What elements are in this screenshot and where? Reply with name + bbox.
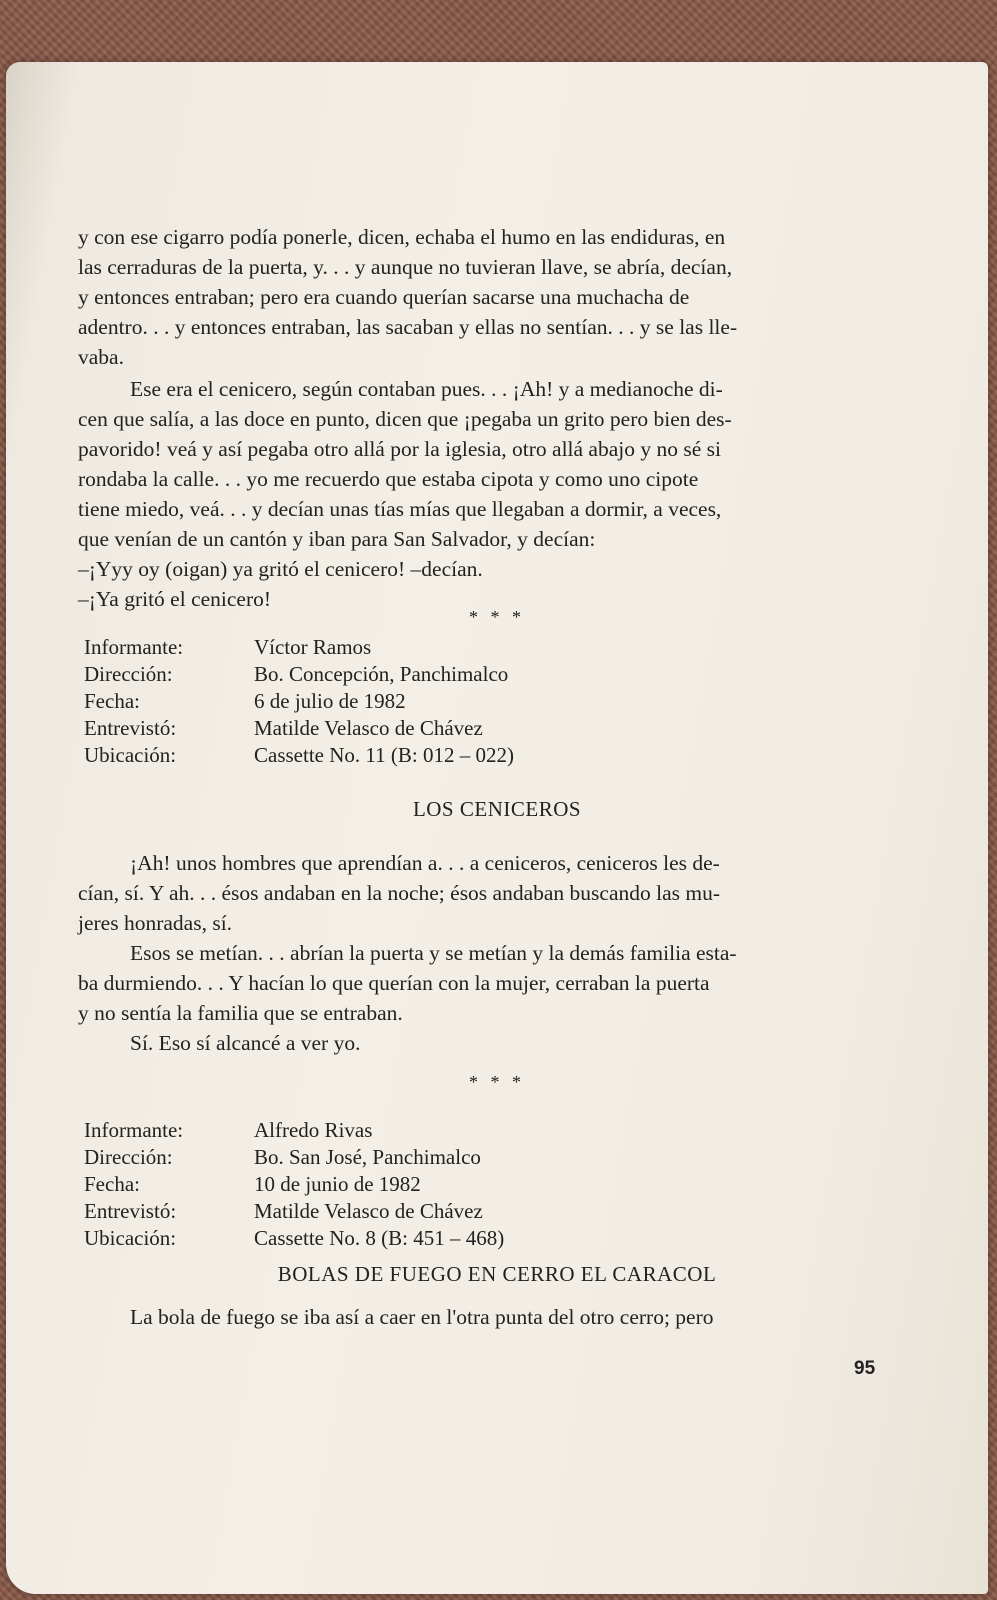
info-row-direccion — [84, 1144, 504, 1171]
info-row-fecha — [84, 1171, 504, 1198]
info-value: Bo. Concepción, Panchimalco — [254, 662, 509, 686]
info-row-fecha — [84, 688, 514, 715]
informant-details-2 — [84, 1117, 504, 1252]
text-line: Sí. Eso sí alcancé a ver yo. — [130, 1031, 361, 1055]
text-line: adentro. . . y entonces entraban, las sacaban y ellas no sentían. . . y se las lle- — [78, 315, 738, 339]
section-separator: * * * — [469, 1072, 525, 1092]
info-row-entrevisto — [84, 1198, 504, 1225]
text-line: La bola de fuego se iba así a caer en l'otra punta del otro cerro; pero — [130, 1305, 714, 1329]
text-line: Esos se metían. . . abrían la puerta y se metían y la demás familia esta- — [130, 941, 737, 965]
info-value: Cassette No. 8 (B: 451 – 468) — [254, 1226, 505, 1250]
section-title-bolas-de-fuego: BOLAS DE FUEGO EN CERRO EL CARACOL — [277, 1262, 717, 1286]
text-line: cían, sí. Y ah. . . ésos andaban en la noche; ésos andaban buscando las mu- — [78, 881, 721, 905]
info-label: Informante: — [84, 1118, 184, 1142]
section-title-los-ceniceros: LOS CENICEROS — [412, 797, 582, 821]
paragraph-bolas-de-fuego — [78, 1302, 908, 1332]
info-value: Cassette No. 11 (B: 012 – 022) — [254, 743, 514, 767]
info-value: Bo. San José, Panchimalco — [254, 1145, 481, 1169]
text-line: y con ese cigarro podía ponerle, dicen, echaba el humo en las endiduras, en — [78, 225, 726, 249]
text-line: ba durmiendo. . . Y hacían lo que querían con la mujer, cerraban la puerta — [78, 971, 710, 995]
text-line: ¡Ah! unos hombres que aprendían a. . . a ceniceros, ceniceros les de- — [130, 851, 720, 875]
info-row-entrevisto — [84, 715, 514, 742]
informant-details-1 — [84, 634, 514, 769]
info-label: Dirección: — [84, 1145, 173, 1169]
text-line: Ese era el cenicero, según contaban pues. . . ¡Ah! y a medianoche di- — [130, 377, 723, 401]
info-value: Matilde Velasco de Chávez — [254, 1199, 483, 1223]
info-value: 6 de julio de 1982 — [254, 689, 406, 713]
info-row-informante — [84, 634, 514, 661]
info-value: Alfredo Rivas — [254, 1118, 373, 1142]
text-line: jeres honradas, sí. — [78, 911, 233, 935]
info-label: Informante: — [84, 635, 184, 659]
dialogue-line: –¡Ya gritó el cenicero! — [78, 587, 272, 611]
paragraph-los-ceniceros — [78, 848, 908, 1058]
info-row-ubicacion — [84, 742, 514, 769]
text-line: tiene miedo, veá. . . y decían unas tías mías que llegaban a dormir, a veces, — [78, 497, 722, 521]
info-label: Entrevistó: — [84, 716, 177, 740]
section-separator: * * * — [469, 607, 525, 627]
text-line: y entonces entraban; pero era cuando querían sacarse una muchacha de — [78, 285, 690, 309]
text-line: vaba. — [78, 345, 124, 369]
page-number: 95 — [854, 1358, 876, 1379]
text-line: cen que salía, a las doce en punto, dicen que ¡pegaba un grito pero bien des- — [78, 407, 732, 431]
paragraph-cenicero — [78, 374, 908, 614]
info-row-informante — [84, 1117, 504, 1144]
info-row-direccion — [84, 661, 514, 688]
text-line: pavorido! veá y así pegaba otro allá por la iglesia, otro allá abajo y no sé si — [78, 437, 721, 461]
info-value: Víctor Ramos — [254, 635, 372, 659]
text-line: que venían de un cantón y iban para San Salvador, y decían: — [78, 527, 596, 551]
text-line: rondaba la calle. . . yo me recuerdo que estaba cipota y como uno cipote — [78, 467, 699, 491]
info-value: Matilde Velasco de Chávez — [254, 716, 483, 740]
info-row-ubicacion — [84, 1225, 504, 1252]
info-label: Fecha: — [84, 1172, 140, 1196]
info-label: Fecha: — [84, 689, 140, 713]
book-page — [6, 62, 988, 1594]
info-label: Ubicación: — [84, 743, 177, 767]
dialogue-line: –¡Yyy oy (oigan) ya gritó el cenicero! –decían. — [78, 557, 483, 581]
text-line: las cerraduras de la puerta, y. . . y aunque no tuvieran llave, se abría, decían, — [78, 255, 733, 279]
info-value: 10 de junio de 1982 — [254, 1172, 421, 1196]
info-label: Entrevistó: — [84, 1199, 177, 1223]
info-label: Dirección: — [84, 662, 173, 686]
info-label: Ubicación: — [84, 1226, 177, 1250]
paragraph-cigarro — [78, 222, 908, 372]
text-line: y no sentía la familia que se entraban. — [78, 1001, 403, 1025]
